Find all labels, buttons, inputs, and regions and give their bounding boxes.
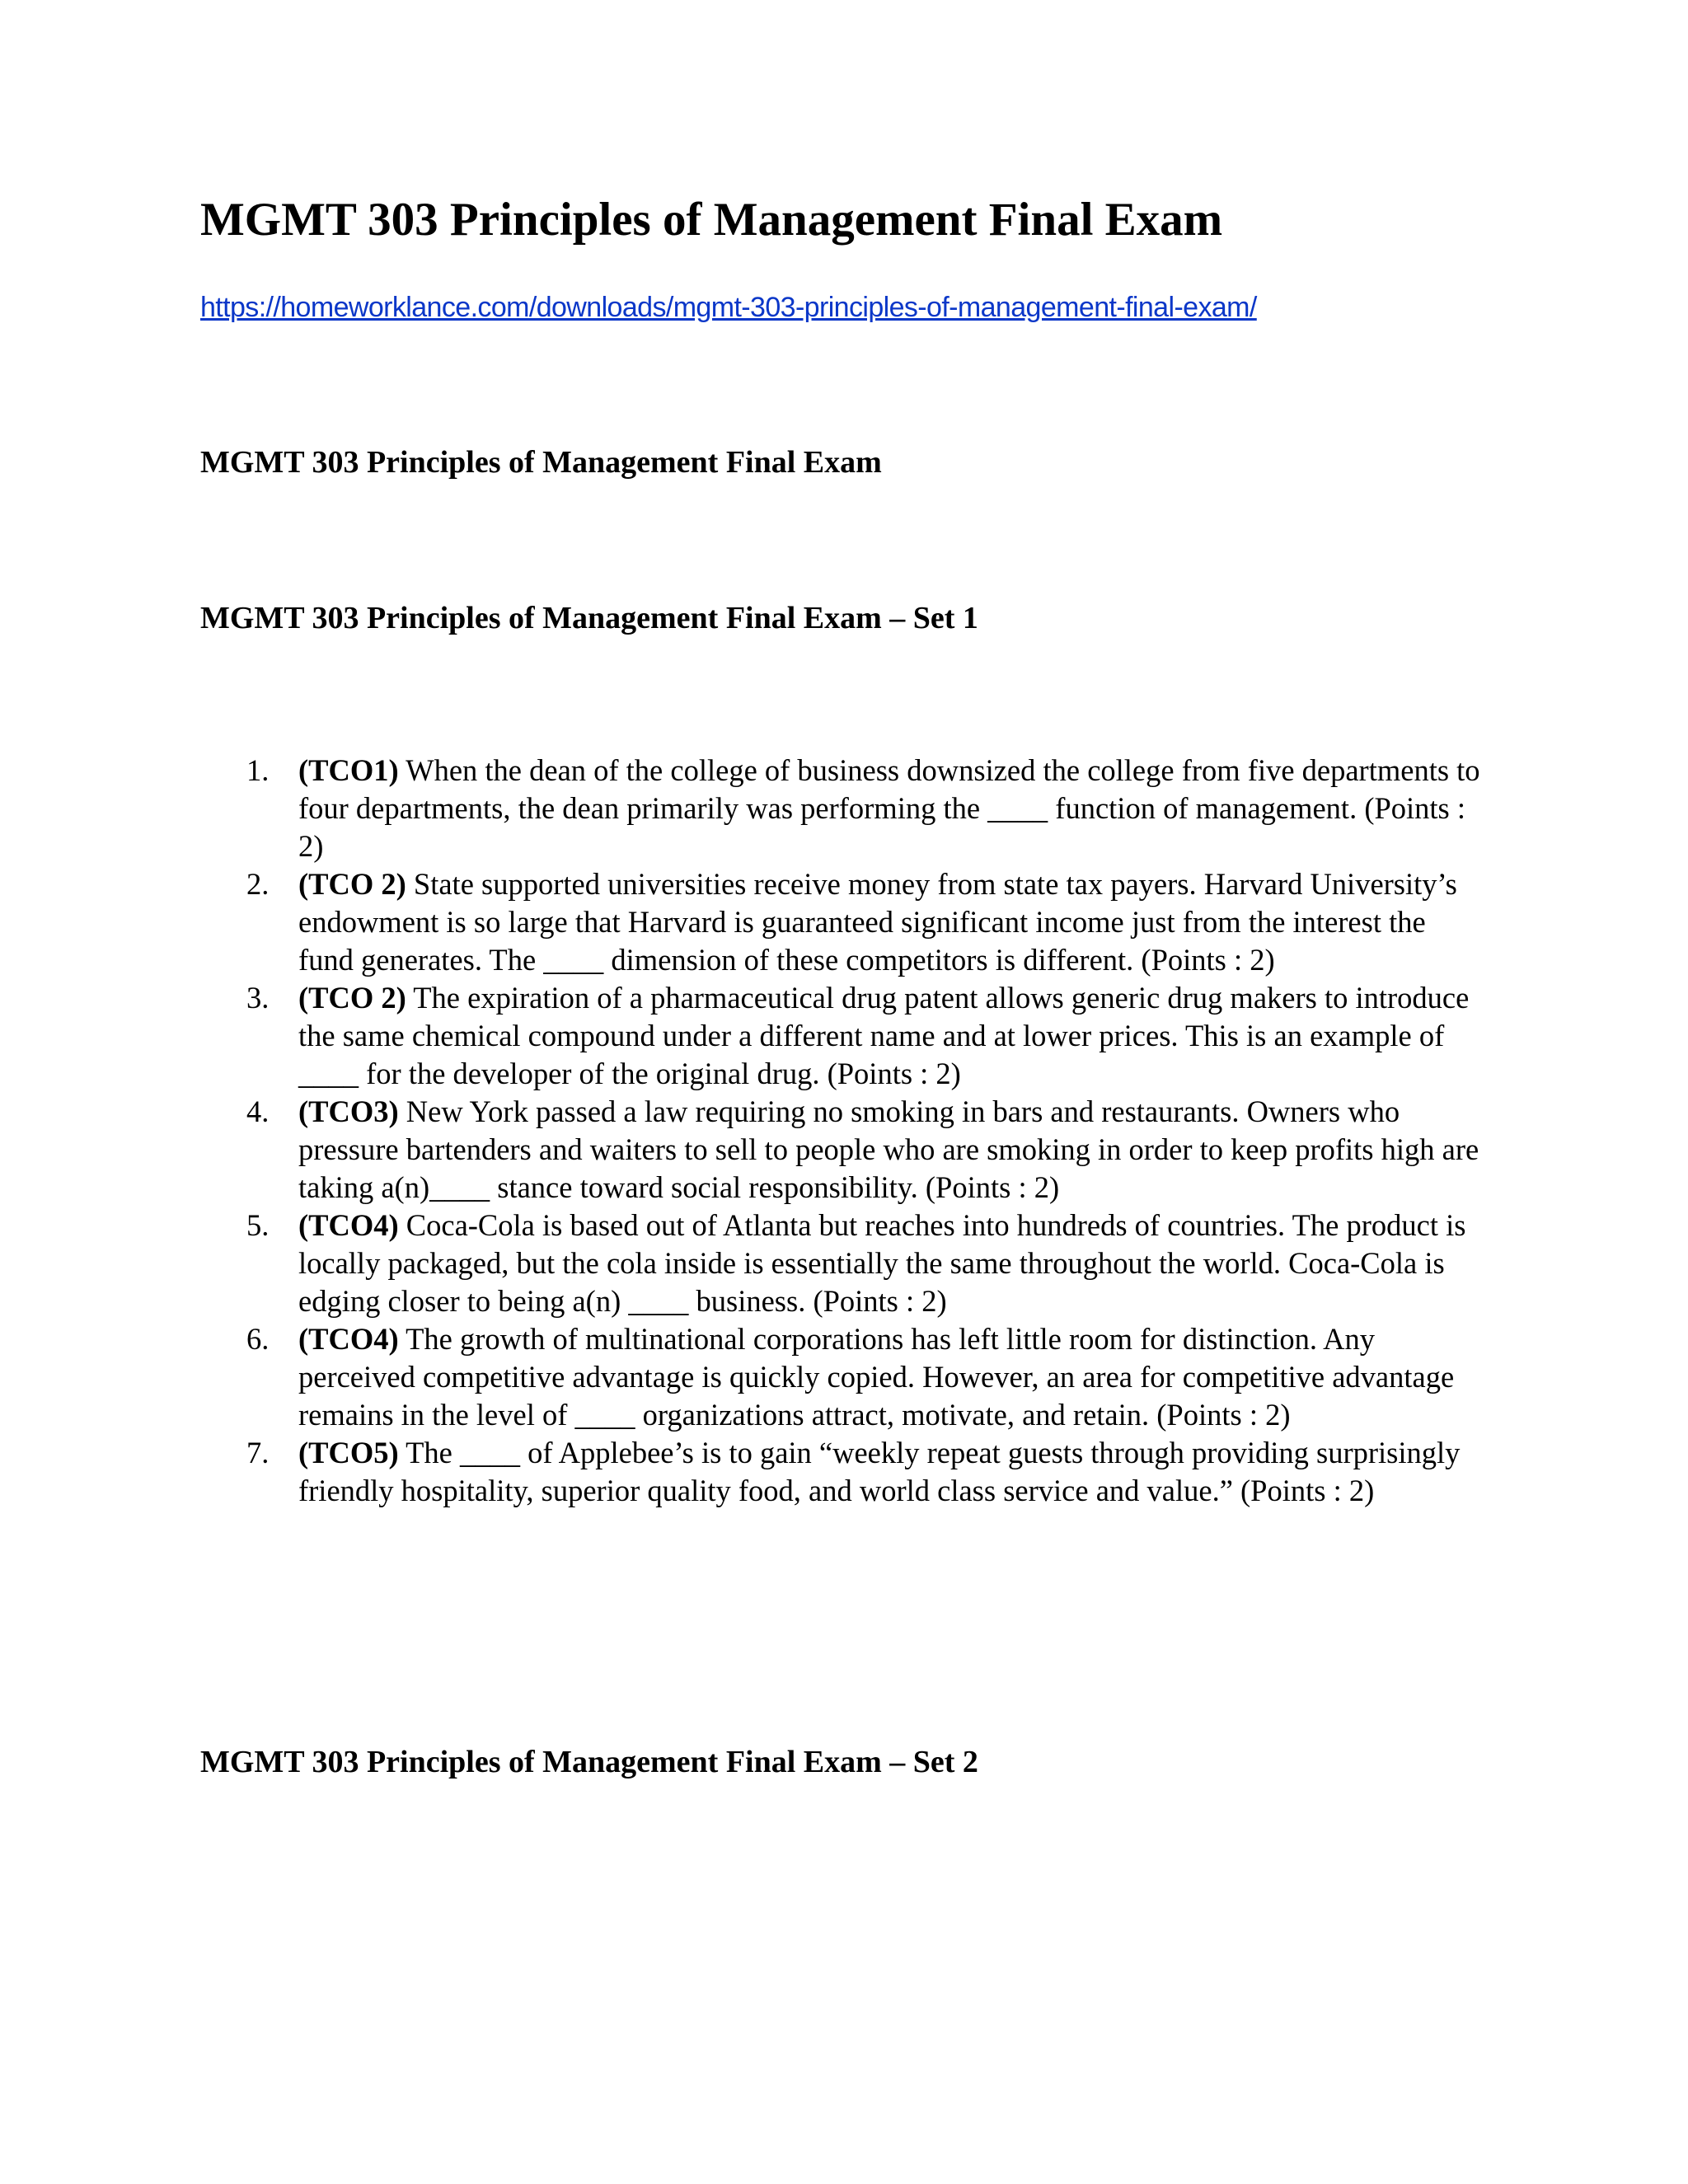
question-tco: (TCO4) — [298, 1322, 399, 1356]
question-item — [200, 1434, 1486, 1510]
question-tco: (TCO3) — [298, 1094, 399, 1128]
question-number: 3. — [246, 981, 270, 1015]
question-text: New York passed a law requiring no smoking in bars and restaurants. Owners who pressure bartenders and waiters to sell to people who are smoking in order to keep profits high are taking a(n)____ stance toward social responsibility. (Points : 2) — [298, 1094, 1479, 1204]
question-list — [200, 752, 1486, 1510]
question-number: 1. — [246, 753, 270, 787]
question-item — [200, 1207, 1486, 1320]
question-text: The growth of multinational corporations has left little room for distinction. Any perceived competitive advantage is quickly copied. However, an area for competitive advantage remains in the level of ____ organizations attract, motivate, and retain. (Points : 2) — [298, 1322, 1455, 1432]
set-1-heading: MGMT 303 Principles of Management Final Exam – Set 1 — [200, 601, 978, 635]
question-number: 4. — [246, 1094, 270, 1128]
main-heading: MGMT 303 Principles of Management Final Exam — [200, 445, 882, 480]
question-text: The ____ of Applebee’s is to gain “weekly repeat guests through providing surprisingly friendly hospitality, superior quality food, and world class service and value.” (Points : 2) — [298, 1436, 1461, 1507]
question-tco: (TCO5) — [298, 1436, 399, 1469]
question-item — [200, 1093, 1486, 1207]
question-text: State supported universities receive money from state tax payers. Harvard University’s endowment is so large that Harvard is guaranteed significant income just from the interest the fund generates. The ____ dimension of these competitors is different. (Points : 2) — [298, 867, 1457, 977]
question-number: 2. — [246, 867, 270, 901]
source-link[interactable]: https://homeworklance.com/downloads/mgmt-303-principles-of-management-final-exam/ — [200, 292, 1257, 323]
question-text: The expiration of a pharmaceutical drug patent allows generic drug makers to introduce the same chemical compound under a different name and at lower prices. This is an example of ____ for the developer of the original drug. (Points : 2) — [298, 981, 1470, 1090]
question-text: When the dean of the college of business downsized the college from five departments to four departments, the dean primarily was performing the ____ function of management. (Points : 2) — [298, 753, 1480, 863]
question-tco: (TCO4) — [298, 1208, 399, 1242]
question-number: 7. — [246, 1436, 270, 1469]
document-title: MGMT 303 Principles of Management Final Exam — [200, 194, 1223, 246]
question-number: 6. — [246, 1322, 270, 1356]
question-text: Coca-Cola is based out of Atlanta but reaches into hundreds of countries. The product is locally packaged, but the cola inside is essentially the same throughout the world. Coca-Cola is edging closer to being a(n) ____ business. (Points : 2) — [298, 1208, 1466, 1318]
question-tco: (TCO 2) — [298, 981, 406, 1015]
set-2-heading: MGMT 303 Principles of Management Final Exam – Set 2 — [200, 1745, 978, 1779]
question-item — [200, 1320, 1486, 1434]
question-tco: (TCO 2) — [298, 867, 406, 901]
question-item — [200, 752, 1486, 865]
question-item — [200, 865, 1486, 979]
question-item — [200, 979, 1486, 1093]
question-number: 5. — [246, 1208, 270, 1242]
question-tco: (TCO1) — [298, 753, 399, 787]
